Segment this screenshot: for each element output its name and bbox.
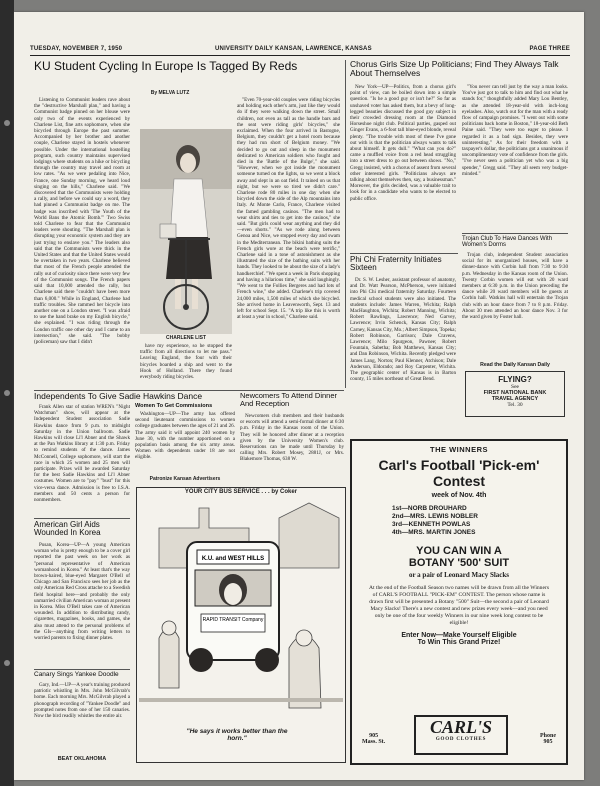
carls-address-street: Mass. St. [362,739,386,745]
cycling-column-1: Listening to Communist leaders rave about the "destructive Marshall plan," and having a Communist badge pinned on her blouse were only two of the events experienced by Charlene List, fine arts sophomore, when she bicycled through Europe the past summer. Accompanied by her brother and another couple, Charlene stayed in hostels whenever possible. Under the international hostelling program, such country maintains supervised lodgings where students on a hike or bicycling through the country may travel and room at low rates. "As we were pedaling into Nice, France, one Sunday morning, we heard loud singing on the hills," Charlene said. "We discovered that the Communists were holding a rally, and before we could say a word, they had pinned a Communist badge on me. The badge was inscribed with 'The Youth of the World Bans the Atomic Bomb.'" Two Swiss told Charlene to fear that the Communist leaders were shouting. "The Marshall plan is disrupting your economic system and they are just trying to enslave you." The leaders also said that the Communists were thick in the United States and that the United States would be overtaken in two years. Charlene believed that most of the French people attended the rally out of curiosity since there were very few of the Communist songs. The French papers said that 10,000 attended the rally, but Charlene said there "couldn't have been more than 6,000." While in England, Charlene had traffic troubles. She rammed her bicycle into another one on a London street. "I was afraid to use the hand brake on my English bicycle," she explained. "I was riding through the London traffic one other day and I came to an intersection," she said. "The bobby (policeman) saw that I didn't [34,97,130,345]
page-header [30,46,570,55]
yankee-body: Gary, Ind.—UP—A year's training produced patriotic whistling in Mrs. John McGilvrab's home. Each morning Mrs. McGilvrab played a phonograph recording of "Yankee Doodle" and prompted notes from one of her 150 canaries. Now the bird readily whistles the entire air. [34,682,130,720]
phichi-headline: Phi Chi Fraternity Initiates Sixteen [350,255,442,273]
bus-cartoon-drawing [139,498,343,760]
header-paper: UNIVERSITY DAILY KANSAN, LAWRENCE, KANSAS [215,46,372,52]
cycling-column-3: "Even 70-year-old couples were riding bicycles and holding each other's arm, just like they would do if they were walking down the street. Small children, not even as tall as the handle bars and the seat were riding girls' bicycles," she exclaimed. When the four arrived in Bastogne, Belgium, they couldn't get a hotel room because they had run short of Belgium money. "We decided to go out and sleep in the monument dedicated to American soldiers who fought and died in the 'Battle of the Bulge'," she said. "However, when we got inside the monument someone turned on the lights, so we went a block away and slept in an oat field. It rained on us that night, but we were so tired we didn't care." Charlene rode 80 miles in one day when she bicycled down the side of the Alp mountains into Italy. At Monte Carlo, France, Charlene visited the famed gambling casinos. "The men had to wear shirts and ties to get into the casinos," she said. "But girls could wear anything and they did—even shorts." "As we rode along between Genoa and Nice, we stopped every day and swam in the Mediterranean. The bikini bathing suits the French girls wore at the beach were terrific," Charlene said in a tone of astonishment as she illustrated the size of the bathing suits with her hands. They looked to be about the size of a lady's handkerchief. "We spent a week in Paris shopping and having a hilarious time," she said laughingly. "We went to the Follies Bergeres and had lots of French wine," she added. Charlene's trip covered 24,000 miles, 1,500 miles of which she bicycled. She arrived home in Leavenworth, Sept. 13 and left for school Sept. 15. "A trip like this is worth at least a year in school," Charlene said. [237,97,340,321]
carls-win-line-3: or a pair of Leonard Macy Slacks [408,571,510,579]
newcomers-body: Newcomers club members and their husbands or escorts will attend a semi-formal dinner at 6:30 p.m. Friday in the Kansas room of the Union. They will be honored after dinner at a reception given by the University Women's club. Reservations can be made until Thursday by calling Mrs. Robert Mosey, 2881J, or Mrs. Blakemore Thomas, 638 W. [240,413,344,463]
carls-week: week of Nov. 4th [431,492,487,499]
header-page-number: PAGE THREE [529,46,570,52]
cycling-byline: By MELVA LUTZ [150,90,190,96]
carls-phone [540,733,556,745]
flying-agency-line-2: TRAVEL AGENCY [491,396,539,402]
girlaids-body: Pusan, Korea—UP—A young American woman who is pretty enough to be a cover girl reported the past week on her work as "personal representative of American womanhood in Korea." At least that's the way brown-haired, blue-eyed Margaret O'Bell of Chicago and San Francisco sees her job as the only American Red Cross attache to a Swedish field hospital here—and probably the only unmarried civilian American woman at present in Korea. Miss O'Bell takes care of American wounded. In addition to distributing candy, cigarettes, magazines, books, and games, she also must attend to the personal problems of the GIs—anything from writing letters to worried parents to fixing dinner plates. [34,542,130,642]
cycling-column-2: have my experience, so he stopped the traffic from all directions to let me pass." Leaving England, the four with their bicycles boarded a ship and went to the Hook of Holland. There they found everybody riding bicycles. [140,343,232,381]
carls-logo [414,715,508,755]
read-daily-line: Read the Daily Kansan Daily [480,362,550,368]
bus-side-text: RAPID TRANSIT Company [202,617,264,623]
flying-ad [465,371,565,417]
winner-third: 3rd—KENNETH POWLAS [392,521,471,528]
sadie-body: Frank Allen star of station WREN's "Night Watchman" show, will appear at the Independent Student association Sadie Hawkins dance from 9 p.m. to midnight Saturday in the Union ballroom. Sadie Hawkins will close Li'l Abner and the Shawk at the Pan Watkins library at 1:30 p.m. Friday to remind students of the dance. James McConnell, College sophomore, will start the race in which 25 women and 25 men will participate. Prizes will be awarded Saturday for the best Sadie Hawkins and Li'l Abner costumes. Women are to "pay" "bust" for this vice-versa dance. Admission is free to I.S.A. members and 50 cents a person for nonmembers. [34,404,130,504]
carls-enter-1: Enter Now—Make Yourself Eligible [401,632,517,639]
yankee-headline: Canary Sings Yankee Doodle [34,671,119,678]
trojan-headline: Trojan Club To Have Dances With Women's Dorms [462,236,553,249]
carls-win-line-1: YOU CAN WIN A [416,545,502,557]
newcomers-headline: Newcomers To Attend Dinner And Reception [240,391,337,408]
section-rule [34,669,130,670]
carls-winner-list [392,505,566,537]
charlene-photo [140,129,232,334]
header-date: TUESDAY, NOVEMBER 7, 1950 [30,46,123,52]
section-rule [462,233,568,234]
carls-address [362,733,385,745]
photo-caption: CHARLENE LIST [166,335,206,341]
cyclist-illustration [140,129,232,334]
carls-ad [350,439,568,765]
bus-sign: K.U. and WEST HILLS [201,556,265,562]
patronize-line: Patronize Kansan Advertisers [149,476,221,482]
section-rule [34,518,130,519]
section-rule [350,253,458,254]
flying-see: See [511,384,519,390]
winner-second: 2nd—MRS. LEWIS NOBLER [392,513,478,520]
flying-agency-line-1: FIRST NATIONAL BANK [483,390,547,396]
cartoon-title: YOUR CITY BUS SERVICE . . . by Coker [184,489,298,495]
header-rule [30,55,570,56]
carls-win-line-2: BOTANY '500' SUIT [408,557,510,569]
carls-phone-label: Phone [539,733,556,739]
flying-tel: Tel. 30 [507,402,523,408]
phichi-body: Dr. S. W. Lesher, assistant professor of anatomy, and Dr. Watt Pearson, McPherson, were initiated into Phi Chi medical fraternity Saturday. Fourteen medical school students were also initiated. The students include: James Warren, Wichita; Ralph MacHaughton, Wichita; Robert Manning, Wichita; Robert Rawlings, Lawrence; Ned Garvey, Lawrence; Irvin Schenck, Kansas City; Ralph Carney, Kansas City, Mo.; Albert Simpson, Topeka; Robert Robinson, Garrison; Dale Cravens, Lawrence; Milo Spurgeon, Pawnee; Robert Fountain, Sabetha; Bob Matthews, Kansas City; and Dan Robinson, Wichita. Recently pledged were James Lang, Norton; Paul Klenner, Atchison; Dale Anderson, Eldorado; and Roy Carpenter, Wichita. The geographic center of Kansas is in Barton county, 15 miles northeast of Great Bend. [350,277,456,383]
chorus-column-1: New York—UP—Politics, from a chorus girl's point of view, can be boiled down into a simple question. "Is he a good guy or isn't he?" So far as unshaved voter has asked them, but a bevy of long-legged beauties discussed the good guy subject in their crowded dressing room at the Diamond Horseshoe night club. Political parties, gasped out Ginger Evans, a 6-foot tall blue-eyed blonde, reveal plenty. "The trouble with most of these I've gone out with is that the politician always wants to talk about himself. It gets dull." "What can you do?" came a muffled voice from a red head struggling into a street dress to go out between shows. "No," Gregg insisted, with a chorus of assent from several other interested girls. "Politicians always are talking about themselves then, say, a businessman." Moreover, the girls decided, was a valuable trait to look for in a candidate who wants to be elected to public office. [350,84,456,202]
winner-fourth: 4th—MRS. MARTIN JONES [392,529,476,536]
flying-title: FLYING? [498,375,532,384]
carls-logo-text: CARL'S [429,717,493,737]
carls-address-number: 905 [369,733,379,739]
binding-strip [0,0,14,786]
winner-first: 1st—NORB DROUHARD [392,505,467,512]
carls-enter-2: To Win This Grand Prize! [417,639,501,646]
chorus-column-2: "You never can tell just by the way a man looks. You've just got to talk to him and find out what he stands for," thoughtfully added Mary Lou Bentley, as she attended 18-year-old with inch-long eyelashes. Also, watch out for the man with a ready flow of campaign promises. "I went out with some politicians back home in Boston," 18-year-old Beth Paine said. "They were too eager to please. I regarded it as a bad sign. Besides, they were uninteresting." As for their freedom with a taxpayer's dollar, the politicians got a unanimous if uncomplimentary vote of confidence from the girls. "I've never seen a politician yet who was a big spender," Gregg said. "They all seem very budget-minded." [462,84,568,177]
chorus-headline: Chorus Girls Size Up Politicians; Find They Always Talk About Themselves [350,59,559,78]
carls-title-2: Contest [432,473,486,489]
carls-title-1: Carl's Football 'Pick-em' [378,457,540,473]
sadie-headline: Independents To Give Sadie Hawkins Dance [34,391,203,401]
beat-oklahoma: BEAT OKLAHOMA [57,756,107,762]
commissions-headline: Women To Get Commissions [135,403,213,409]
bus-cartoon [136,487,346,763]
girlaids-headline: American Girl Aids Wounded In Korea [34,520,101,538]
cycling-headline: KU Student Cycling In Europe Is Tagged By Reds [34,59,298,73]
carls-winners: THE WINNERS [430,445,488,454]
commissions-body: Washington—UP—The army has offered second lieutenant commissions to women college graduates between the ages of 21 and 26. The army said it will appoint 240 women by June 30, with the number apportioned on a population basis among the six army areas. Women with dependents under 18 are not eligible. [135,411,235,461]
cartoon-caption: "He says it works better than the horn." [186,728,288,742]
column-divider [345,60,346,388]
carls-body: At the end of the Football Season two names will be drawn from all the Winners of CARL'S FOOTBALL "PICK-EM" CONTEST. The person whose name is drawn first will be presented a Botany "500" Suit—the second a pair of Leonard Macy Slacks! There's a new contest and new prizes every week—and you need only be one of the four weekly Winners in our nine week long contest to be eligible! [368,585,550,626]
carls-logo-sub: GOOD CLOTHES [435,737,487,742]
trojan-body: Trojan club, independent Student association social for its unorganized houses, will have a dinner-dance with Corbin hall from 7:30 to 9:30 p.m. Wednesday in the Kansas room of the Union. Twenty Corbin women will eat with 20 ward members at 6:30 p.m. in the Union preceding the dance while 20 ward members will be guests at Corbin hall. Watkins hall will entertain the Trojan club with an hour dance from 7 to 8 p.m. Friday. About 30 men attended an hour dance Nov. 3 for the ward given by Foster hall. [462,252,568,321]
carls-phone-number: 905 [543,739,553,745]
